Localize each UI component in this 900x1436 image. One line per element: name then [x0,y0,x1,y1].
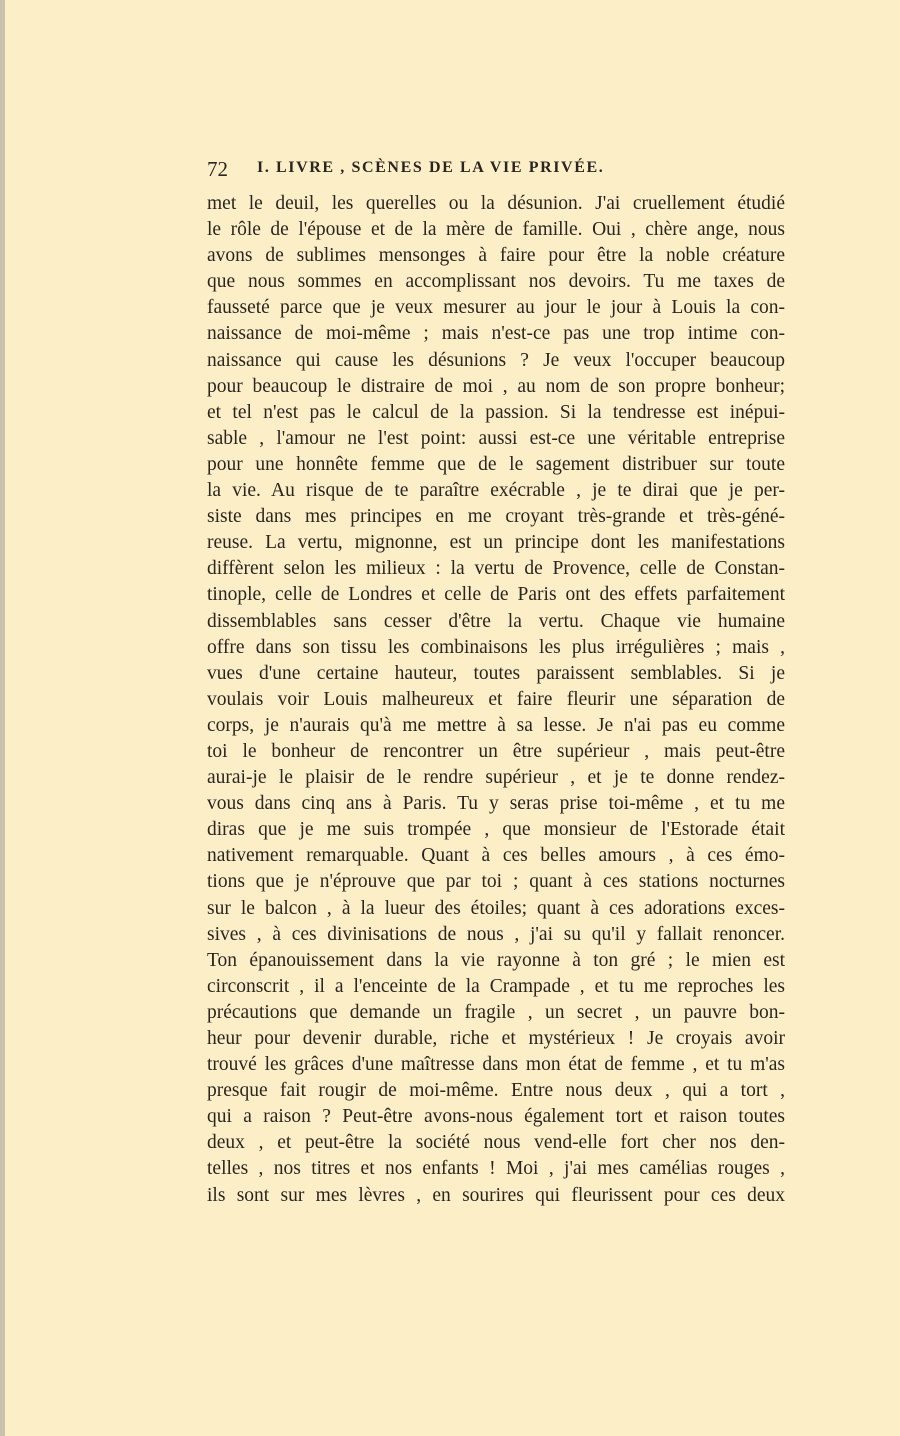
text-line: pour beaucoup le distraire de moi , au nom de son propre bonheur; [207,375,785,397]
text-line: ils sont sur mes lèvres , en sourires qui fleurissent pour ces deux [207,1184,785,1206]
text-line: trouvé les grâces d'une maîtresse dans mon état de femme , et tu m'as [207,1054,785,1076]
text-line: siste dans mes principes en me croyant très-grande et très-géné- [207,506,785,528]
text-line: vues d'une certaine hauteur, toutes paraissent semblables. Si je [207,662,785,684]
text-line: pour une honnête femme que de le sagement distribuer sur toute [207,453,785,475]
text-line: et tel n'est pas le calcul de la passion. Si la tendresse est inépui- [207,401,785,423]
text-line: voulais voir Louis malheureux et faire fleurir une séparation de [207,688,785,710]
text-line: Ton épanouissement dans la vie rayonne à ton gré ; le mien est [207,949,785,971]
text-line: sives , à ces divinisations de nous , j'ai su qu'il y fallait renoncer. [207,923,785,945]
text-line: reuse. La vertu, mignonne, est un principe dont les manifestations [207,532,785,554]
page-number: 72 [207,157,228,181]
text-line: diras que je me suis trompée , que monsieur de l'Estorade était [207,819,785,841]
text-line: que nous sommes en accomplissant nos devoirs. Tu me taxes de [207,271,785,293]
text-line: tions que je n'éprouve que par toi ; quant à ces stations nocturnes [207,871,785,893]
text-line: toi le bonheur de rencontrer un être supérieur , mais peut-être [207,740,785,762]
text-line: corps, je n'aurais qu'à me mettre à sa lesse. Je n'ai pas eu comme [207,714,785,736]
text-line: deux , et peut-être la société nous vend-elle fort cher nos den- [207,1132,785,1154]
text-line: telles , nos titres et nos enfants ! Moi , j'ai mes camélias rouges , [207,1158,785,1180]
text-line: précautions que demande un fragile , un secret , un pauvre bon- [207,1001,785,1023]
text-line: circonscrit , il a l'enceinte de la Crampade , et tu me reproches les [207,975,785,997]
text-line: tinople, celle de Londres et celle de Paris ont des effets parfaitement [207,584,785,606]
text-line: sable , l'amour ne l'est point: aussi est-ce une véritable entreprise [207,427,785,449]
text-line: dissemblables sans cesser d'être la vertu. Chaque vie humaine [207,610,785,632]
text-line: met le deuil, les querelles ou la désunion. J'ai cruellement étudié [207,193,785,214]
running-title: I. LIVRE , SCÈNES DE LA VIE PRIVÉE. [257,159,605,176]
text-line: heur pour devenir durable, riche et mystérieux ! Je croyais avoir [207,1028,785,1049]
text-line: qui a raison ? Peut-être avons-nous également tort et raison toutes [207,1106,785,1128]
scan-edge [0,0,5,1436]
text-line: naissance qui cause les désunions ? Je veux l'occuper beaucoup [207,349,785,371]
text-line: fausseté parce que je veux mesurer au jour le jour à Louis la con- [207,297,785,319]
text-line: diffèrent selon les milieux : la vertu de Provence, celle de Constan- [207,558,785,580]
text-line: le rôle de l'épouse et de la mère de famille. Oui , chère ange, nous [207,219,785,241]
page-body-text [207,191,785,1209]
text-line: offre dans son tissu les combinaisons les plus irrégulières ; mais , [207,636,785,658]
text-line: la vie. Au risque de te paraître exécrable , je te dirai que je per- [207,480,785,502]
text-line: aurai-je le plaisir de le rendre supérieur , et je te donne rendez- [207,767,785,789]
text-line: naissance de moi-même ; mais n'est-ce pas une trop intime con- [207,323,785,345]
text-line: presque fait rougir de moi-même. Entre nous deux , qui a tort , [207,1080,785,1102]
text-line: vous dans cinq ans à Paris. Tu y seras prise toi-même , et tu me [207,793,785,815]
running-header [207,157,785,183]
text-line: nativement remarquable. Quant à ces belles amours , à ces émo- [207,845,785,867]
text-line: avons de sublimes mensonges à faire pour être la noble créature [207,245,785,267]
text-line: sur le balcon , à la lueur des étoiles; quant à ces adorations exces- [207,897,785,919]
